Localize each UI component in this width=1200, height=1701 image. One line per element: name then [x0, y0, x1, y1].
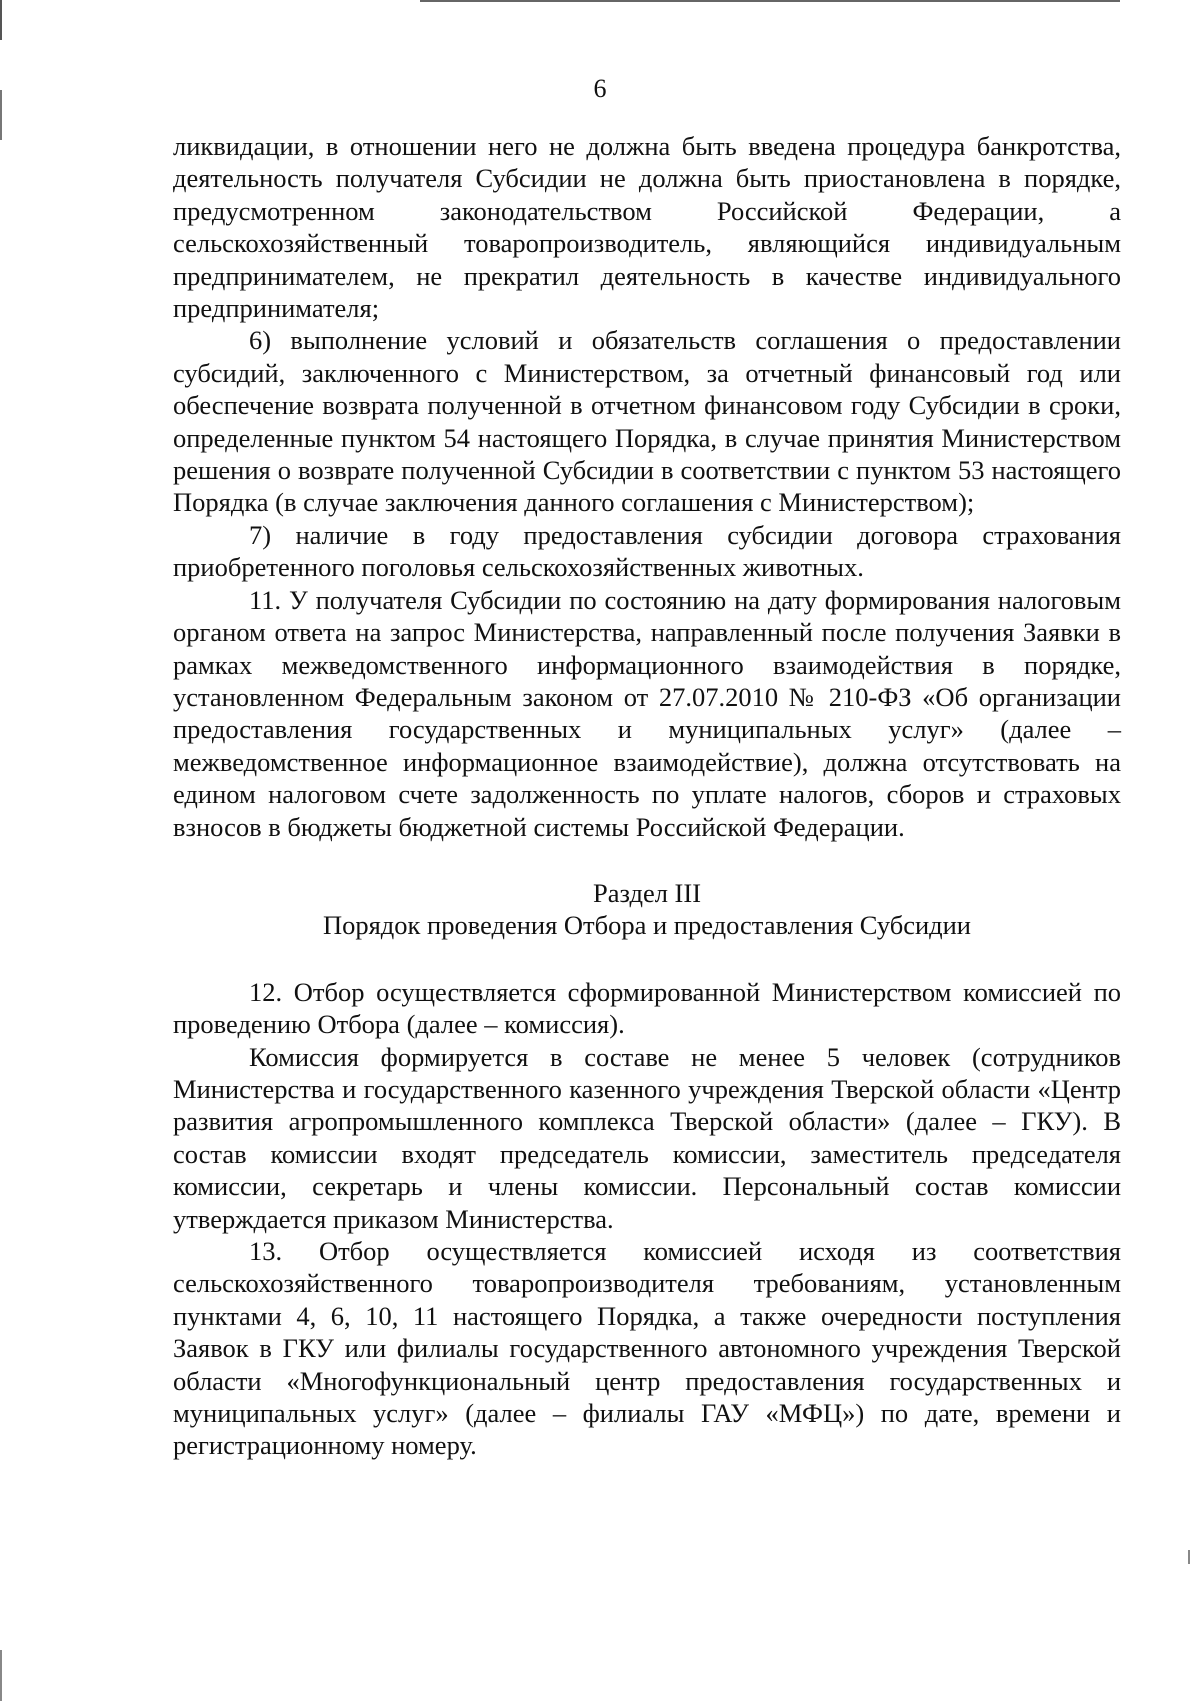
page-number: 6: [593, 74, 607, 103]
document-body: [173, 130, 1121, 1462]
spacer: [173, 843, 1121, 877]
paragraph-clause-11: 11. У получателя Субсидии по состоянию на дату формирования налоговым органом ответа на запрос Министерства, направленный после получения Заявки в рамках межведомственного информационного взаимодействия в порядке, установленном Федеральным законом от 27.07.2010 № 210-ФЗ «Об организации предоставления государственных и муниципальных услуг» (далее – межведомственное информационное взаимодействие), должна отсутствовать на едином налоговом счете задолженность по уплате налогов, сборов и страховых взносов в бюджеты бюджетной системы Российской Федерации.: [173, 584, 1121, 842]
scan-edge-left: [0, 0, 2, 1701]
scan-mark: [1188, 1550, 1190, 1564]
paragraph-item-6: 6) выполнение условий и обязательств соглашения о предоставлении субсидий, заключенного с Министерством, за отчетный финансовый год или обеспечение возврата полученной в отчетном финансовом году Субсидии в сроки, определенные пунктом 54 настоящего Порядка, в случае принятия Министерством решения о возврате полученной Субсидии в соответствии с пунктом 53 настоящего Порядка (в случае заключения данного соглашения с Министерством);: [173, 325, 1121, 518]
paragraph-clause-12: 12. Отбор осуществляется сформированной Министерством комиссией по проведению Отбора (далее – комиссия).: [173, 976, 1121, 1040]
spacer: [173, 942, 1121, 976]
scan-edge-top: [420, 0, 1120, 2]
paragraph-continuation: ликвидации, в отношении него не должна быть введена процедура банкротства, деятельность получателя Субсидии не должна быть приостановлена в порядке, предусмотренном законодательством Российской Федерации, а сельскохозяйственный товаропроизводитель, являющийся индивидуальным предпринимателем, не прекратил деятельность в качестве индивидуального предпринимателя;: [173, 131, 1121, 324]
paragraph-commission: Комиссия формируется в составе не менее 5 человек (сотрудников Министерства и государственного казенного учреждения Тверской области «Центр развития агропромышленного комплекса Тверской области» (далее – ГКУ). В состав комиссии входят председатель комиссии, заместитель председателя комиссии, секретарь и члены комиссии. Персональный состав комиссии утверждается приказом Министерства.: [173, 1041, 1121, 1234]
section-label: Раздел III: [592, 877, 702, 908]
paragraph-item-7: 7) наличие в году предоставления субсидии договора страхования приобретенного поголовья сельскохозяйственных животных.: [173, 519, 1121, 583]
section-title: Порядок проведения Отбора и предоставления Субсидии: [322, 910, 971, 941]
paragraph-clause-13: 13. Отбор осуществляется комиссией исходя из соответствия сельскохозяйственного товаропроизводителя требованиям, установленным пунктами 4, 6, 10, 11 настоящего Порядка, а также очередности поступления Заявок в ГКУ или филиалы государственного автономного учреждения Тверской области «Многофункциональный центр предоставления государственных и муниципальных услуг» (далее – филиалы ГАУ «МФЦ») по дате, времени и регистрационному номеру.: [173, 1236, 1121, 1461]
